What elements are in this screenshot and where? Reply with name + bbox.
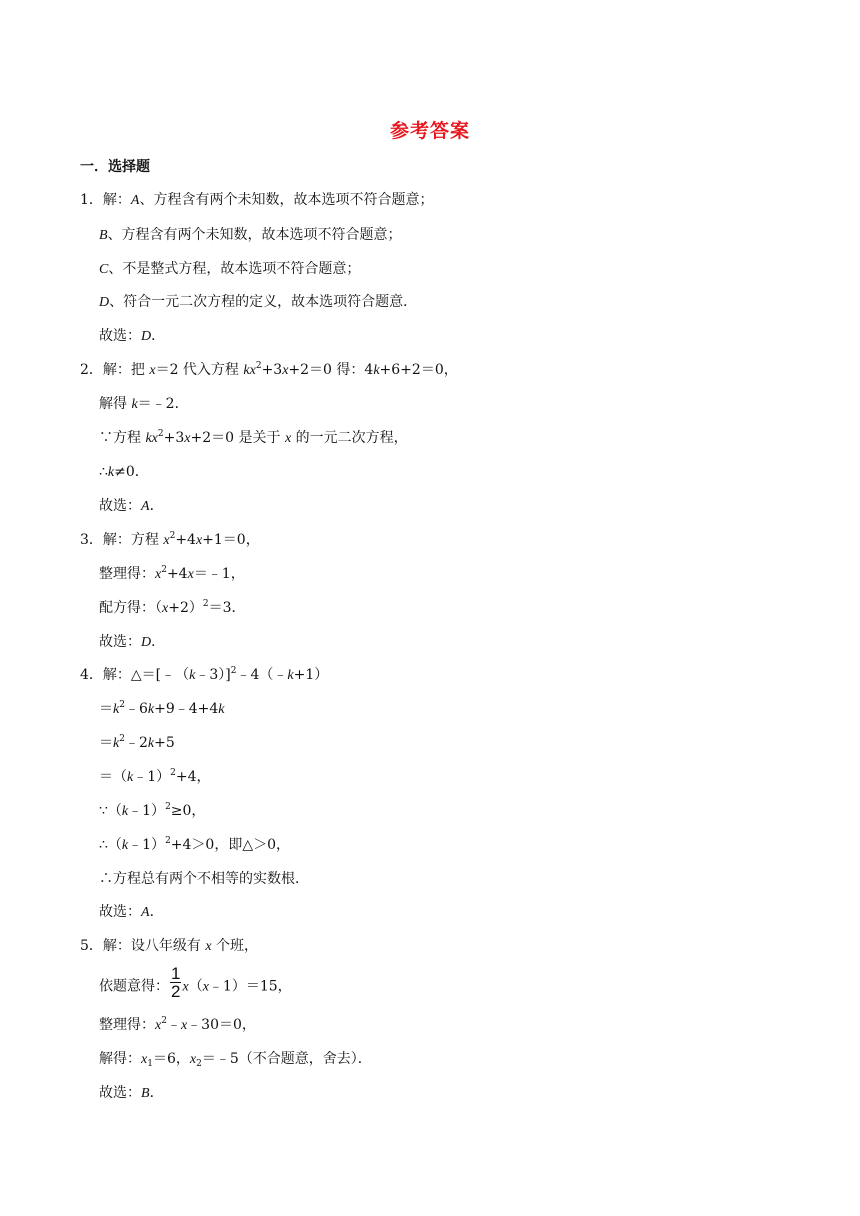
q4-line-2: $=k^2﹣6k+9﹣4+4k$ xyxy=(99,700,225,717)
q5-line-1: 5．解：设八年级有 x 个班， xyxy=(80,938,259,954)
q3-answer: 故选：D． xyxy=(99,634,166,650)
q1-answer: 故选：D． xyxy=(99,328,166,344)
q1-line-3: C、不是整式方程，故本选项不符合题意； xyxy=(99,261,361,277)
q2-line-1: 2．解：把 x＝2 代入方程 $kx^2+3x+2=0$ 得：4k+6+2＝0， xyxy=(80,361,458,378)
q4-line-5: ∵（k﹣1）$^2$≥0， xyxy=(99,802,206,819)
q1-line-4: D、符合一元二次方程的定义，故本选项符合题意． xyxy=(99,294,418,310)
q2-line-2: 解得 k＝﹣2． xyxy=(99,396,189,412)
q4-line-3: $=k^2﹣2k+5$ xyxy=(99,734,175,751)
q4-line-6: ∴（k﹣1）$^2$+4＞0，即△＞0， xyxy=(99,836,291,853)
q2-answer: 故选：A． xyxy=(99,498,164,514)
q4-line-1: 4．解：△＝[﹣（k﹣3）]$^2$﹣4（﹣k+1） xyxy=(80,666,329,683)
page-title: 参考答案 xyxy=(389,120,470,142)
q1-line-2: B、方程含有两个未知数，故本选项不符合题意； xyxy=(99,227,402,243)
q5-line-3: 整理得：$x^2﹣x﹣30=0$， xyxy=(99,1016,256,1033)
q3-line-1: 3．解：方程 $x^2+4x+1=0$， xyxy=(80,531,260,548)
q3-line-2: 整理得：$x^2+4x=﹣1$， xyxy=(99,565,245,582)
q4-answer: 故选：A． xyxy=(99,904,164,920)
q1-line-1: 1．解：A、方程含有两个未知数，故本选项不符合题意； xyxy=(80,192,434,208)
q4-line-4: ＝（k﹣1）$^2$+4， xyxy=(99,768,211,785)
q2-line-3: ∵方程 $kx^2+3x+2=0$ 是关于 x 的一元二次方程， xyxy=(99,429,408,446)
q2-line-4: ∴k≠0． xyxy=(99,464,149,480)
q5-line-2: 依题意得： $\frac{1}{2}$ x（x﹣1）＝15， xyxy=(99,964,292,1001)
q5-answer: 故选：B． xyxy=(99,1085,164,1101)
section-heading: 一．选择题 xyxy=(80,159,150,175)
q5-line-4: 解得：$x_1=6$，$x_2=﹣5$（不合题意，舍去）． xyxy=(99,1051,372,1069)
q3-line-3: 配方得：$(x+2)^2=3$． xyxy=(99,599,246,616)
q4-line-7: ∴方程总有两个不相等的实数根． xyxy=(99,871,309,887)
fraction-one-half: $\frac{1}{2}$ xyxy=(171,964,181,1001)
